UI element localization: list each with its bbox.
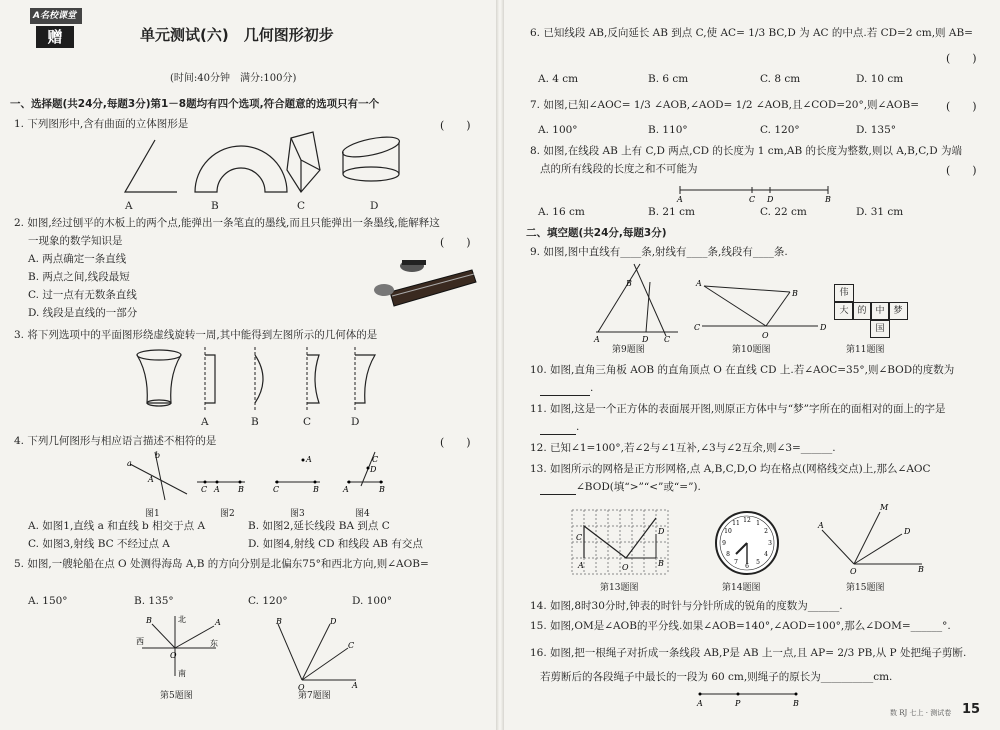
q10-figure xyxy=(694,279,827,340)
svg-text:2: 2 xyxy=(764,528,768,535)
svg-text:7: 7 xyxy=(734,559,738,566)
svg-text:C: C xyxy=(664,335,671,344)
svg-text:C: C xyxy=(749,195,756,204)
net-cell-da: 大 xyxy=(834,302,854,320)
svg-text:b: b xyxy=(155,451,161,460)
q6-option-a: A. 4 cm xyxy=(538,73,579,85)
svg-text:12: 12 xyxy=(743,517,751,524)
q6-option-d: D. 10 cm xyxy=(856,73,904,85)
svg-text:B: B xyxy=(658,559,664,568)
svg-text:B: B xyxy=(918,565,924,574)
test-meta: (时间:40分钟 满分:100分) xyxy=(170,73,297,84)
q1-fig-b-arch xyxy=(195,146,287,192)
q15-angle-figure xyxy=(818,503,928,576)
q2-text-line2: 一现象的数学知识是 xyxy=(28,235,123,247)
svg-text:C: C xyxy=(348,641,355,650)
q4-cap-fig2: 图2 xyxy=(220,509,235,519)
q9-caption: 第9题图 xyxy=(612,345,645,355)
q7-caption: 第7题图 xyxy=(298,691,331,701)
q3-option-a-shape xyxy=(205,347,215,411)
q8-text-line1: 8. 如图,在线段 AB 上有 C,D 两点,CD 的长度为 1 cm,AB 的长度为整数,则以 A,B,C,D 为端 xyxy=(530,145,962,157)
q7-answer-paren: ( ) xyxy=(946,100,977,113)
q2-option-d: D. 线段是直线的一部分 xyxy=(28,307,138,319)
q4-option-d: D. 如图4,射线 CD 和线段 AB 有交点 xyxy=(248,538,423,550)
svg-text:9: 9 xyxy=(722,540,726,547)
logo-badge: 赠 xyxy=(36,26,74,48)
q8-text-line2: 点的所有线段的长度之和不可能为 xyxy=(540,163,698,175)
q5-option-a: A. 150° xyxy=(28,595,68,607)
svg-text:B: B xyxy=(793,699,799,708)
q10-answer-blank[interactable]: . xyxy=(540,381,593,396)
q2-option-c: C. 过一点有无数条直线 xyxy=(28,289,137,301)
q4-option-c: C. 如图3,射线 BC 不经过点 A xyxy=(28,538,170,550)
svg-text:A: A xyxy=(343,485,349,494)
q12-text: 12. 已知∠1=100°,若∠2与∠1互补,∠3与∠2互余,则∠3=______. xyxy=(530,442,836,454)
q5-caption: 第5题图 xyxy=(160,691,193,701)
svg-text:B: B xyxy=(792,289,798,298)
svg-text:B: B xyxy=(379,485,385,494)
q16-rope-figure xyxy=(696,688,806,710)
svg-text:5: 5 xyxy=(756,559,760,566)
q4-figures xyxy=(125,448,425,508)
svg-text:6: 6 xyxy=(745,563,749,570)
svg-text:A: A xyxy=(696,279,702,288)
q8-option-b: B. 21 cm xyxy=(648,206,695,218)
right-page xyxy=(500,0,1000,730)
q5-option-c: C. 120° xyxy=(248,595,288,607)
svg-text:4: 4 xyxy=(764,551,768,558)
q3-option-c-shape xyxy=(307,347,319,411)
q8-answer-paren: ( ) xyxy=(946,164,977,177)
q4-fig4 xyxy=(342,452,385,494)
svg-text:A: A xyxy=(352,681,358,690)
svg-text:B: B xyxy=(626,279,632,288)
q1-label-c: C xyxy=(297,200,306,212)
svg-text:A: A xyxy=(578,561,584,570)
svg-text:A: A xyxy=(214,485,220,494)
q11-caption: 第11题图 xyxy=(846,345,885,355)
q10-caption: 第10题图 xyxy=(732,345,771,355)
svg-text:D: D xyxy=(642,335,649,344)
svg-text:O: O xyxy=(170,651,177,660)
q7-option-a: A. 100° xyxy=(538,124,578,136)
q5-text: 5. 如图,一艘轮船在点 O 处测得海岛 A,B 的方向分别是北偏东75°和西北方向,则∠AOB= xyxy=(14,558,429,570)
q1-label-a: A xyxy=(125,200,133,212)
q9-text: 9. 如图,图中直线有____条,射线有____条,线段有____条. xyxy=(530,246,788,258)
q6-text: 6. 已知线段 AB,反向延长 AB 到点 C,使 AC= 1/3 BC,D 为 AC 的中点.若 CD=2 cm,则 AB= xyxy=(530,27,973,39)
svg-text:10: 10 xyxy=(724,528,732,535)
q16-text-line2: 若剪断后的各段绳子中最长的一段为 60 cm,则绳子的原长为__________cm. xyxy=(540,671,893,683)
svg-text:A: A xyxy=(306,455,312,464)
north-label: 北 xyxy=(178,615,186,624)
east-label: 东 xyxy=(210,639,218,648)
logo-brand: A名校课堂 xyxy=(30,8,82,24)
q3-label-b: B xyxy=(251,416,259,428)
q1-fig-a-angle xyxy=(125,140,177,192)
q11-cube-net xyxy=(834,284,906,340)
q4-cap-fig4: 图4 xyxy=(355,509,370,519)
q4-cap-fig3: 图3 xyxy=(290,509,305,519)
net-cell-guo: 国 xyxy=(870,320,890,338)
q1-figure xyxy=(115,130,405,210)
svg-text:A: A xyxy=(677,195,683,204)
svg-text:B: B xyxy=(825,195,831,204)
q1-text: 1. 下列图形中,含有曲面的立体图形是 xyxy=(14,118,189,130)
q3-option-b-shape xyxy=(255,347,263,411)
q13-caption: 第13题图 xyxy=(600,583,639,593)
section-fill-title: 二、填空题(共24分,每题3分) xyxy=(526,227,667,239)
svg-text:B: B xyxy=(238,485,244,494)
q15-caption: 第15题图 xyxy=(846,583,885,593)
q5-compass-figure xyxy=(130,612,230,682)
svg-text:O: O xyxy=(298,683,305,692)
q11-answer-blank[interactable]: . xyxy=(540,420,579,435)
svg-text:3: 3 xyxy=(768,540,772,547)
svg-text:A: A xyxy=(148,475,154,484)
svg-text:D: D xyxy=(370,465,377,474)
q15-text: 15. 如图,OM是∠AOB的平分线.如果∠AOB=140°,∠AOD=100°,那么∠DOM=______°. xyxy=(530,620,951,632)
svg-text:D: D xyxy=(658,527,665,536)
q1-fig-d-cut-cylinder xyxy=(341,133,401,181)
q7-option-b: B. 110° xyxy=(648,124,688,136)
q3-label-a: A xyxy=(201,416,209,428)
q13-text-line2 xyxy=(540,480,701,495)
q1-label-b: B xyxy=(211,200,219,212)
q11-text: 11. 如图,这是一个正方体的表面展开图,则原正方体中与“梦”字所在的面相对的面上的字是 xyxy=(530,403,946,415)
q2-option-a: A. 两点确定一条直线 xyxy=(28,253,127,265)
q4-text: 4. 下列几何图形与相应语言描述不相符的是 xyxy=(14,435,217,447)
svg-text:1: 1 xyxy=(756,520,760,527)
svg-text:M: M xyxy=(880,503,889,512)
svg-text:C: C xyxy=(694,323,701,332)
south-label: 南 xyxy=(178,669,186,678)
q8-option-c: C. 22 cm xyxy=(760,206,807,218)
svg-text:A: A xyxy=(697,699,703,708)
svg-text:B: B xyxy=(313,485,319,494)
q4-fig2 xyxy=(197,481,245,495)
net-cell-meng: 梦 xyxy=(888,302,908,320)
svg-text:C: C xyxy=(372,455,379,464)
q7-text: 7. 如图,已知∠AOC= 1/3 ∠AOB,∠AOD= 1/2 ∠AOB,且∠COD=20°,则∠AOB= xyxy=(530,99,920,111)
q4-cap-fig1: 图1 xyxy=(145,509,160,519)
q3-figure xyxy=(135,345,405,415)
q13-grid-figure xyxy=(572,510,668,574)
footer-tag: 数 RJ 七上 · 测试卷 xyxy=(890,709,952,717)
q4-option-a: A. 如图1,直线 a 和直线 b 相交于点 A xyxy=(28,520,206,532)
svg-text:B: B xyxy=(276,617,282,626)
svg-text:O: O xyxy=(850,567,857,576)
q3-label-c: C xyxy=(303,416,312,428)
q16-text-line1: 16. 如图,把一根绳子对折成一条线段 AB,P是 AB 上一点,且 AP= 2/3 PB,从 P 处把绳子剪断. xyxy=(530,647,967,659)
page-number: 15 xyxy=(962,702,981,717)
q6-option-b: B. 6 cm xyxy=(648,73,689,85)
svg-text:A: A xyxy=(215,618,221,627)
q4-option-b: B. 如图2,延长线段 BA 到点 C xyxy=(248,520,390,532)
svg-text:a: a xyxy=(127,459,132,468)
svg-text:11: 11 xyxy=(732,520,740,527)
q14-clock-icon xyxy=(714,510,780,576)
q1-answer-paren: ( ) xyxy=(440,119,471,132)
q3-solid xyxy=(137,350,181,406)
q2-option-b: B. 两点之间,线段最短 xyxy=(28,271,130,283)
net-cell-wei: 伟 xyxy=(834,284,854,302)
page-title: 单元测试(六) 几何图形初步 xyxy=(140,26,334,44)
q7-angle-figure xyxy=(270,617,360,692)
q10-text: 10. 如图,直角三角板 AOB 的直角顶点 O 在直线 CD 上.若∠AOC=35°,则∠BOD的度数为 xyxy=(530,364,955,376)
west-label: 西 xyxy=(136,637,144,646)
section-choice-title: 一、选择题(共24分,每题3分)第1－8题均有四个选项,符合题意的选项只有一个 xyxy=(10,98,380,110)
q5-option-b: B. 135° xyxy=(134,595,174,607)
q14-text: 14. 如图,8时30分时,钟表的时针与分针所成的锐角的度数为______. xyxy=(530,600,843,612)
q2-answer-paren: ( ) xyxy=(440,236,471,249)
svg-text:8: 8 xyxy=(726,551,730,558)
q7-option-c: C. 120° xyxy=(760,124,800,136)
q2-plank-photo xyxy=(372,252,482,307)
q4-fig1 xyxy=(127,451,187,500)
q6-option-c: C. 8 cm xyxy=(760,73,801,85)
svg-text:B: B xyxy=(146,616,152,625)
q8-option-a: A. 16 cm xyxy=(538,206,585,218)
svg-text:O: O xyxy=(622,563,629,572)
q9-triangle-figure xyxy=(594,262,684,344)
q14-caption: 第14题图 xyxy=(722,583,761,593)
q4-fig3 xyxy=(273,455,320,494)
svg-text:D: D xyxy=(820,323,827,332)
q7-option-d: D. 135° xyxy=(856,124,897,136)
svg-text:D: D xyxy=(904,527,911,536)
svg-text:P: P xyxy=(735,699,741,708)
svg-text:D: D xyxy=(767,195,774,204)
q6-answer-paren: ( ) xyxy=(946,52,977,65)
q8-segment-figure xyxy=(676,182,836,204)
q3-label-d: D xyxy=(351,416,360,428)
q13-text-line1: 13. 如图所示的网格是正方形网格,点 A,B,C,D,O 均在格点(网格线交点)上,那么∠AOC xyxy=(530,463,931,475)
q3-option-d-shape xyxy=(355,347,375,411)
svg-text:C: C xyxy=(273,485,280,494)
q5-option-d: D. 100° xyxy=(352,595,393,607)
q4-answer-paren: ( ) xyxy=(440,436,471,449)
svg-text:O: O xyxy=(762,331,769,340)
svg-text:A: A xyxy=(818,521,824,530)
svg-text:A: A xyxy=(594,335,600,344)
net-cell-zhong: 中 xyxy=(870,302,890,320)
svg-text:D: D xyxy=(330,617,337,626)
q2-text-line1: 2. 如图,经过刨平的木板上的两个点,能弹出一条笔直的墨线,而且只能弹出一条墨线,能解释这 xyxy=(14,217,440,229)
q13-line2-tail: ∠BOD(填“>”“<”或“=”). xyxy=(576,481,701,493)
net-cell-de: 的 xyxy=(852,302,872,320)
svg-text:C: C xyxy=(576,533,583,542)
logo xyxy=(30,8,82,48)
svg-text:C: C xyxy=(201,485,208,494)
q1-label-d: D xyxy=(370,200,379,212)
q3-text: 3. 将下列选项中的平面图形绕虚线旋转一周,其中能得到左图所示的几何体的是 xyxy=(14,329,378,341)
q8-option-d: D. 31 cm xyxy=(856,206,904,218)
